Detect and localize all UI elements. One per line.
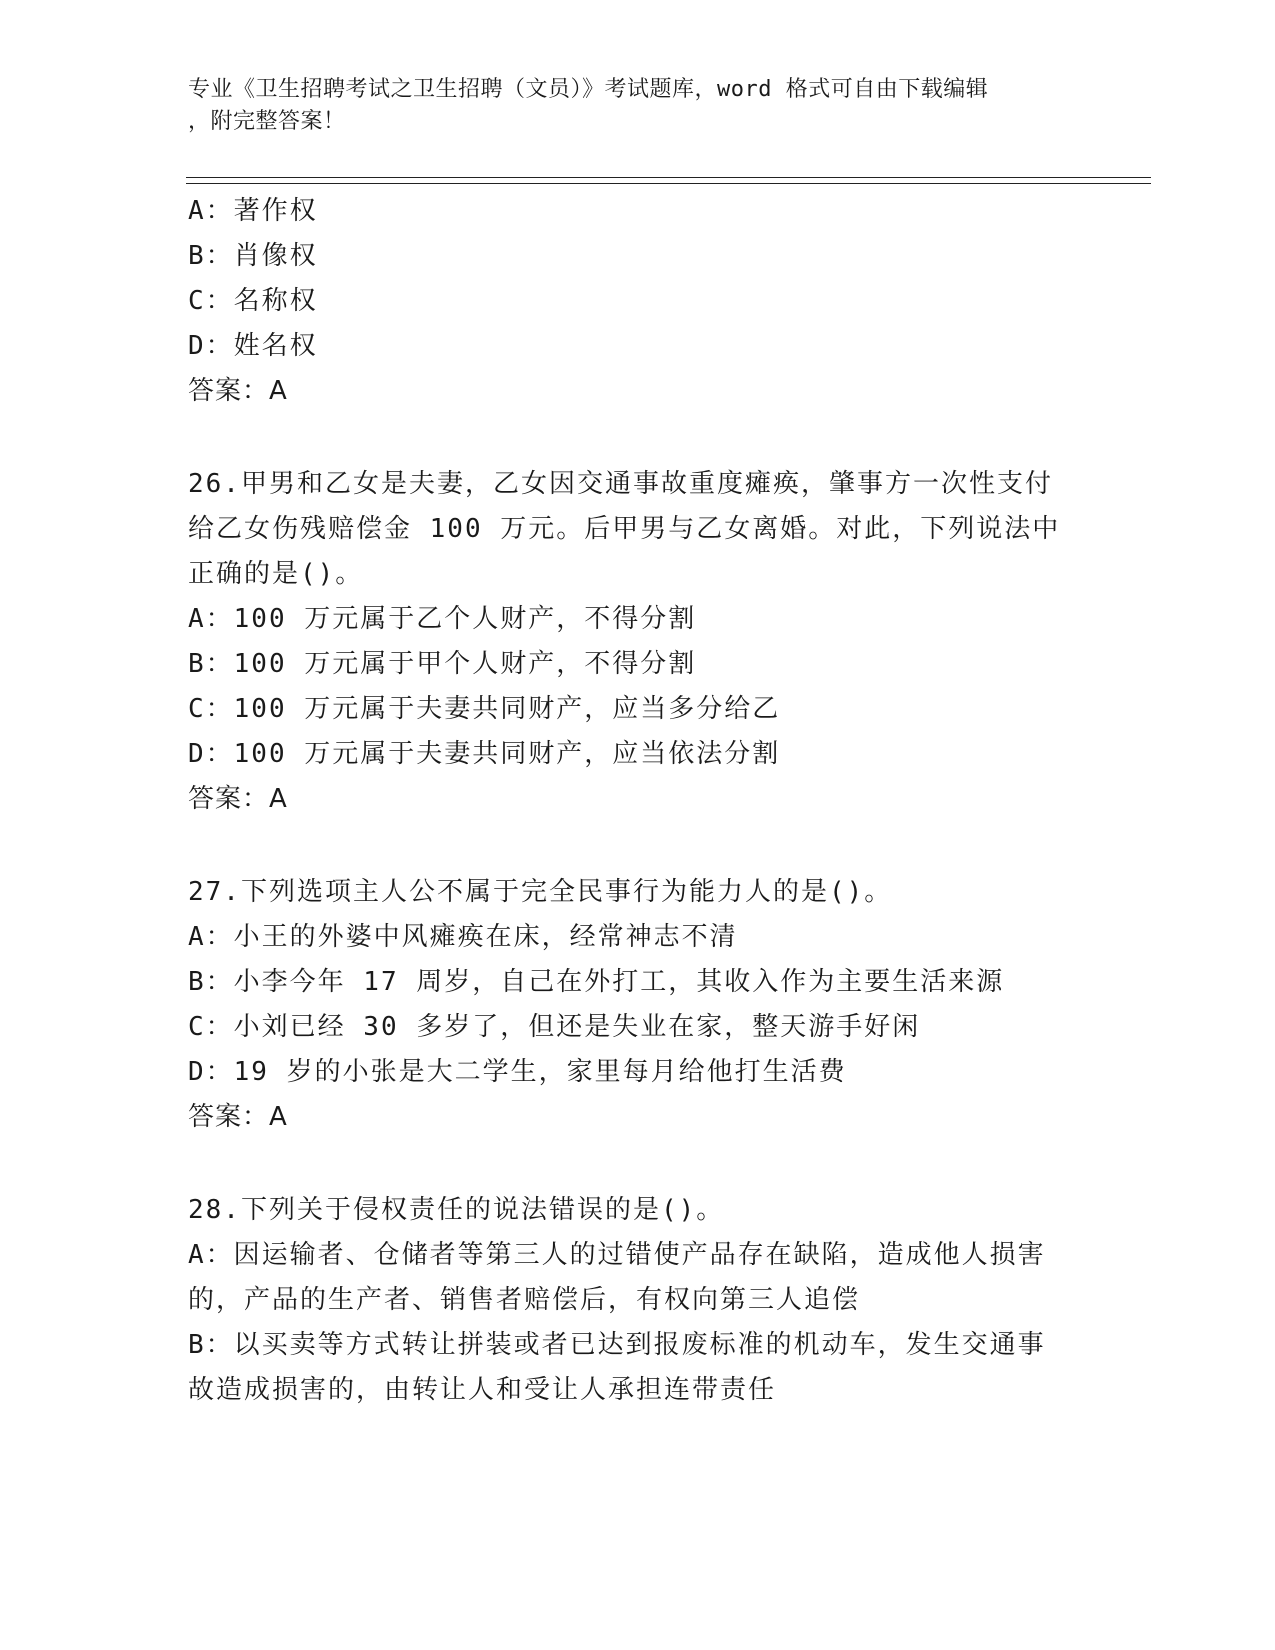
question-26 — [188, 462, 1088, 822]
spacer — [188, 414, 1088, 462]
question-stem-line: 给乙女伤残赔偿金 100 万元。后甲男与乙女离婚。对此，下列说法中 — [188, 514, 1061, 544]
question-27 — [188, 870, 1088, 1140]
answer-line: 答案：A — [188, 376, 288, 406]
question-28 — [188, 1188, 1088, 1413]
option-c: C：小刘已经 30 多岁了，但还是失业在家，整天游手好闲 — [188, 1012, 921, 1042]
option-b: B：小李今年 17 周岁，自己在外打工，其收入作为主要生活来源 — [188, 967, 1005, 997]
option-c: C：名称权 — [188, 286, 318, 316]
option-c: C：100 万元属于夫妻共同财产，应当多分给乙 — [188, 694, 781, 724]
option-a-continued: 的，产品的生产者、销售者赔偿后，有权向第三人追偿 — [188, 1285, 861, 1315]
option-a: A：著作权 — [188, 196, 318, 226]
question-stem-line: 正确的是()。 — [188, 559, 364, 589]
header-divider — [186, 177, 1151, 184]
option-a: A：100 万元属于乙个人财产，不得分割 — [188, 604, 697, 634]
question-stem-line: 28.下列关于侵权责任的说法错误的是()。 — [188, 1195, 725, 1225]
header-title-line-1: 专业《卫生招聘考试之卫生招聘（文员）》考试题库，word 格式可自由下载编辑 — [188, 77, 989, 102]
option-b: B：肖像权 — [188, 241, 318, 271]
spacer — [188, 822, 1088, 870]
spacer — [188, 1140, 1088, 1188]
question-stem-line: 26.甲男和乙女是夫妻，乙女因交通事故重度瘫痪，肇事方一次性支付 — [188, 469, 1053, 499]
answer-line: 答案：A — [188, 784, 288, 814]
option-b: B：100 万元属于甲个人财产，不得分割 — [188, 649, 697, 679]
option-a: A：因运输者、仓储者等第三人的过错使产品存在缺陷，造成他人损害 — [188, 1240, 1046, 1270]
header-title-line-2: ，附完整答案！ — [188, 109, 346, 134]
answer-line: 答案：A — [188, 1102, 288, 1132]
question-stem-line: 27.下列选项主人公不属于完全民事行为能力人的是()。 — [188, 877, 893, 907]
option-b-continued: 故造成损害的，由转让人和受让人承担连带责任 — [188, 1375, 777, 1405]
option-b: B：以买卖等方式转让拼装或者已达到报废标准的机动车，发生交通事 — [188, 1330, 1046, 1360]
option-d: D：100 万元属于夫妻共同财产，应当依法分割 — [188, 739, 781, 769]
option-a: A：小王的外婆中风瘫痪在床，经常神志不清 — [188, 922, 738, 952]
option-d: D：姓名权 — [188, 331, 318, 361]
document-header — [188, 74, 1068, 138]
question-content — [188, 189, 1088, 1413]
option-d: D：19 岁的小张是大二学生，家里每月给他打生活费 — [188, 1057, 847, 1087]
previous-question-block — [188, 189, 1088, 414]
